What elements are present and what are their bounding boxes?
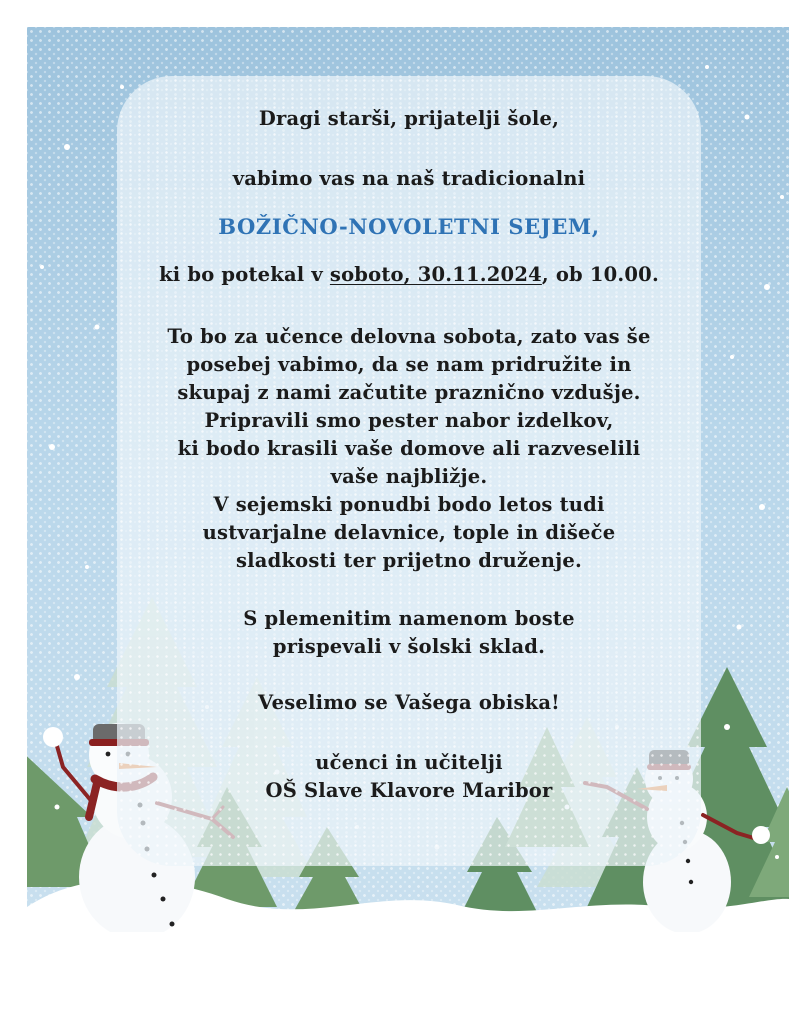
date-line-before: ki bo potekal v [159,263,330,286]
body-line: skupaj z nami začutite praznično vzdušje. [177,381,641,404]
signature [122,749,696,805]
body-line: posebej vabimo, da se nam pridružite in [186,353,632,376]
body-line: ustvarjalne delavnice, tople in dišeče [202,521,616,544]
signature-line: OŠ Slave Klavore Maribor [265,779,553,802]
body-line: vaše najbližje. [330,465,488,488]
greeting: Dragi starši, prijatelji šole, [258,107,560,130]
body-line: To bo za učence delovna sobota, zato vas še [167,325,651,348]
purpose-paragraph [122,605,696,661]
body-paragraph [122,323,696,575]
invite-line: vabimo vas na naš tradicionalni [232,167,586,190]
invitation-poster [27,27,789,932]
closing-line: Veselimo se Vašega obiska! [258,691,560,714]
body-line: V sejemski ponudbi bodo letos tudi [213,493,605,516]
body-line: ki bodo krasili vaše domove ali razveselili [177,437,641,460]
body-line: sladkosti ter prijetno druženje. [236,549,582,572]
date-line [122,261,696,289]
body-line: Pripravili smo pester nabor izdelkov, [204,409,614,432]
purpose-line: S plemenitim namenom boste [243,607,575,630]
purpose-line: prispevali v šolski sklad. [272,635,546,658]
event-date: soboto, 30.11.2024 [329,263,542,286]
date-line-after: , ob 10.00. [541,263,659,286]
event-title: BOŽIČNO-NOVOLETNI SEJEM, [218,214,600,239]
signature-line: učenci in učitelji [315,751,503,774]
